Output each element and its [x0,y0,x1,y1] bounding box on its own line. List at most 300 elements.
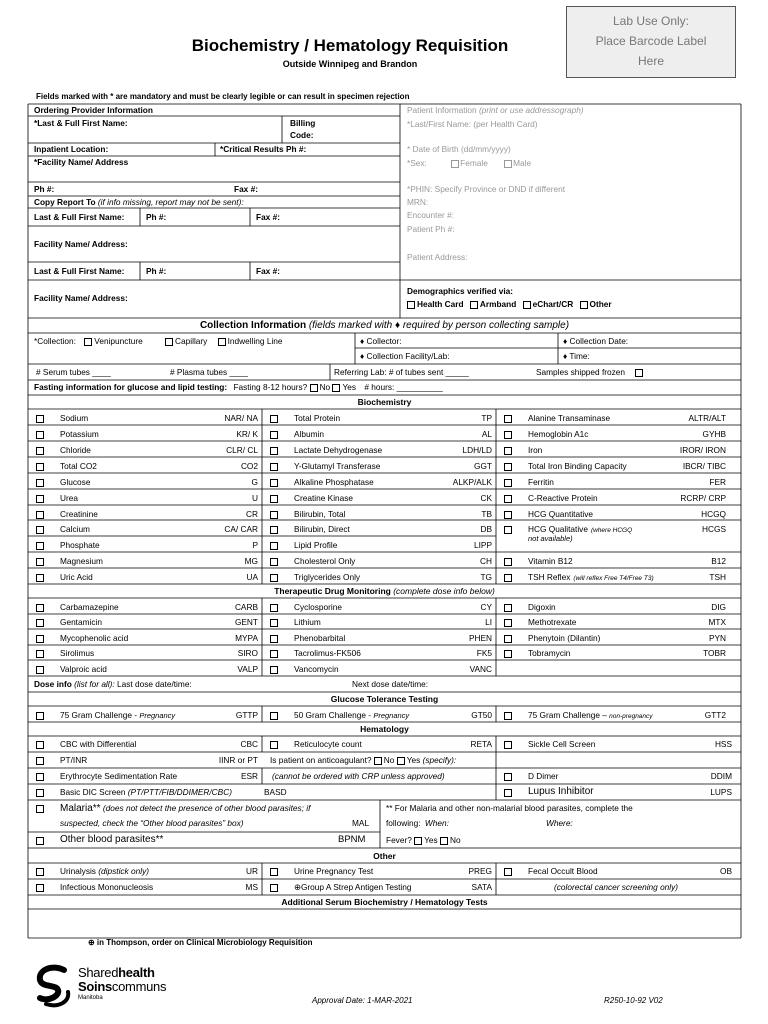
gtt-test-code: GTT2 [704,710,726,720]
dic-checkbox[interactable] [36,789,44,797]
bio-row [28,491,741,506]
lab-barcode-label: Place Barcode Label [595,34,707,48]
bio-test-code: HCGQ [701,509,726,519]
bio-row [28,427,741,442]
health-card-label: Health Card [417,299,464,309]
fever-label: Fever? [386,835,412,845]
ddimer-checkbox[interactable] [504,773,512,781]
bio-checkbox[interactable] [270,479,278,487]
tdm-test-label: Phenobarbital [294,633,346,643]
bio-test-label: Iron [528,445,543,455]
tdm-checkbox[interactable] [36,619,44,627]
dose-label: Dose info [34,679,72,689]
fob-checkbox[interactable] [504,868,512,876]
malaria-code: MAL [352,818,370,828]
test-note: (where HCGQ [590,527,633,534]
bio-checkbox[interactable] [270,431,278,439]
bio-checkbox[interactable] [36,415,44,423]
malaria-label: Malaria** [60,803,101,814]
echart-checkbox[interactable] [523,301,531,309]
bio-test-label: Sodium [60,413,89,423]
where-field[interactable]: Where: [546,818,573,828]
malaria-checkbox[interactable] [36,805,44,813]
lupus-label: Lupus Inhibitor [528,786,594,797]
bio-test-code: CR [246,509,258,519]
dic-label: Basic DIC Screen [60,787,126,797]
tdm-test-label: Carbamazepine [60,602,119,612]
bio-checkbox[interactable] [36,558,44,566]
tdm-checkbox[interactable] [36,604,44,612]
esr-label: Erythrocyte Sedimentation Rate [60,771,178,781]
shared-health-mark-icon [34,964,74,1008]
gtt-test-label [294,710,409,720]
copy2-name-field[interactable]: Last & Full First Name: [34,266,125,276]
bio-checkbox[interactable] [504,558,512,566]
tdm-test-label: Mycophenolic acid [60,633,129,643]
bio-checkbox[interactable] [504,574,512,582]
provider-name-field[interactable]: *Last & Full First Name: [34,118,128,128]
gtt-test-qualifier: Pregnancy [139,711,176,720]
tdm-row [28,662,741,677]
bio-test-label: Uric Acid [60,572,93,582]
tdm-test-label: Sirolimus [60,648,95,658]
bio-test-code: RCRP/ CRP [680,493,726,503]
fever-no-label: No [450,835,461,845]
bio-test-code: B12 [711,556,726,566]
bio-row [28,411,741,426]
bio-test-label: Alanine Transaminase [528,413,611,423]
gtt-checkbox[interactable] [270,712,278,720]
fob-label: Fecal Occult Blood [528,866,598,876]
bio-test-label: Lipid Profile [294,540,338,550]
venipuncture-checkbox[interactable] [84,338,92,346]
bio-test-label: Glucose [60,477,91,487]
tdm-checkbox[interactable] [504,635,512,643]
logo-communs: communs [111,979,167,994]
following-label: following: [386,818,421,828]
tdm-test-code: MTX [708,617,726,627]
provider-phone-field[interactable]: Ph #: [34,184,55,194]
frozen-checkbox[interactable] [635,369,643,377]
bio-test-label: Urea [60,493,78,503]
esr-checkbox[interactable] [36,773,44,781]
tdm-heading-note: (complete dose info below) [393,586,495,596]
critical-results-field[interactable]: *Critical Results Ph #: [220,144,307,154]
tdm-test-code: SIRO [237,648,258,658]
cbc-code: CBC [240,739,258,749]
tdm-test-code: PHEN [468,633,492,643]
lab-use-label: Lab Use Only: [612,14,690,28]
bio-checkbox[interactable] [36,542,44,550]
tdm-test-code: FK5 [476,648,492,658]
bio-test-code: TB [481,509,492,519]
bio-checkbox[interactable] [504,479,512,487]
tdm-test-label: Vancomycin [294,664,339,674]
bio-test-label: Ferritin [528,477,554,487]
fob-note: (colorectal cancer screening only) [554,882,679,892]
bio-test-label: Alkaline Phosphatase [294,477,374,487]
dic-code: BASD [264,787,287,797]
tdm-checkbox[interactable] [504,650,512,658]
bio-checkbox[interactable] [36,431,44,439]
tdm-test-label: Tobramycin [528,648,571,658]
urinalysis-checkbox[interactable] [36,868,44,876]
malaria-right-note: ** For Malaria and other non-malarial blood parasites, complete the [386,803,633,813]
tdm-test-label: Methotrexate [528,617,577,627]
bio-row [28,459,741,474]
bio-test-code: ALKP/ALK [452,477,492,487]
parasites-checkbox[interactable] [36,837,44,845]
anticoag-label: Is patient on anticoagulant? [270,755,372,765]
bio-test-label: Total CO2 [60,461,97,471]
anticoag-yes-label: Yes [406,755,421,765]
bio-checkbox[interactable] [270,542,278,550]
fasting-no-checkbox[interactable] [310,384,318,392]
bio-checkbox[interactable] [504,447,512,455]
logo-line-2 [78,980,166,994]
shared-health-logo [34,962,184,1010]
tdm-row [28,615,741,630]
bio-test-code: CA/ CAR [224,524,258,534]
bio-row [28,475,741,490]
facility-address-field[interactable]: *Facility Name/ Address [34,157,129,167]
bio-checkbox[interactable] [270,558,278,566]
tdm-test-code: CARB [234,602,258,612]
bio-test-code: HCGS [702,524,726,534]
dob-field[interactable]: * Date of Birth (dd/mm/yyyy) [407,144,511,154]
tdm-test-label: Gentamicin [60,617,102,627]
tdm-test-code: VANC [469,664,492,674]
next-dose-field[interactable]: Next dose date/time: [352,679,429,689]
patient-address-field[interactable]: Patient Address: [407,252,468,262]
urinalysis-code: UR [246,866,258,876]
encounter-field[interactable]: Encounter #: [407,210,455,220]
echart-label: eChart/CR [532,299,574,309]
bio-checkbox[interactable] [36,526,44,534]
fever-yes-checkbox[interactable] [414,837,422,845]
test-note-2: not available) [528,534,573,543]
bio-test-code: GYHB [702,429,726,439]
bio-checkbox[interactable] [270,574,278,582]
bio-test-label: Hemoglobin A1c [528,429,589,439]
pregnancy-code: PREG [468,866,492,876]
tdm-checkbox[interactable] [504,604,512,612]
logo-line-1 [78,966,155,980]
bio-test-label: HCG Qualitative (where HCGQ not available) [528,524,633,543]
tdm-checkbox[interactable] [270,635,278,643]
bio-test-label: Magnesium [60,556,103,566]
bio-checkbox[interactable] [270,526,278,534]
tdm-checkbox[interactable] [270,604,278,612]
indwelling-label: Indwelling Line [227,336,283,346]
bio-test-label: TSH Reflex (will reflex Free T4/Free T3) [528,572,654,582]
bio-test-code: LIPP [474,540,492,550]
tdm-checkbox[interactable] [36,650,44,658]
bio-test-label: Albumin [294,429,324,439]
bio-test-label: Vitamin B12 [528,556,573,566]
collection-time-field[interactable]: ♦ Time: [563,351,590,361]
phin-field[interactable]: *PHIN: Specify Province or DND if different [407,184,566,194]
bio-checkbox[interactable] [36,463,44,471]
anticoag-no-checkbox[interactable] [374,757,382,765]
other-demo-checkbox[interactable] [580,301,588,309]
tdm-checkbox[interactable] [270,650,278,658]
pt-code: IINR or PT [218,755,258,765]
tdm-test-code: LI [485,617,492,627]
retic-checkbox[interactable] [270,741,278,749]
anticoag-yes-checkbox[interactable] [397,757,405,765]
bio-checkbox[interactable] [504,415,512,423]
tdm-heading-row [28,585,741,598]
malaria-row [28,801,741,832]
bio-test-label: C-Reactive Protein [528,493,598,503]
bio-checkbox[interactable] [270,495,278,503]
page-subtitle: Outside Winnipeg and Brandon [282,59,418,69]
copy-facility-field[interactable]: Facility Name/ Address: [34,239,128,249]
bio-test-label: Lactate Dehydrogenase [294,445,383,455]
hematology-row-2 [28,753,741,768]
copy-fax-field[interactable]: Fax #: [256,212,280,222]
gtt-checkbox[interactable] [36,712,44,720]
bio-test-label: HCG Quantitative [528,509,594,519]
capillary-checkbox[interactable] [165,338,173,346]
pt-checkbox[interactable] [36,757,44,765]
bio-test-label: Potassium [60,429,99,439]
tdm-test-label: Lithium [294,617,321,627]
tdm-checkbox[interactable] [270,619,278,627]
fasting-yes-checkbox[interactable] [332,384,340,392]
bio-checkbox[interactable] [270,511,278,519]
gtt-test-name: 50 Gram Challenge - [294,710,374,720]
female-label: Female [460,158,488,168]
tdm-checkbox[interactable] [270,666,278,674]
patient-phone-field[interactable]: Patient Ph #: [407,224,455,234]
bio-row [28,443,741,458]
billing-code-field[interactable]: Code: [290,130,314,140]
tdm-checkbox[interactable] [36,666,44,674]
bio-checkbox[interactable] [504,463,512,471]
page-title: Biochemistry / Hematology Requisition [191,36,509,55]
fasting-no-label: No [319,382,331,392]
bio-test-code: KR/ K [236,429,258,439]
cbc-checkbox[interactable] [36,741,44,749]
billing-label: Billing [290,118,316,128]
strep-checkbox[interactable] [270,884,278,892]
bio-test-label: Cholesterol Only [294,556,356,566]
tdm-test-code: MYPA [235,633,258,643]
bio-checkbox[interactable] [36,574,44,582]
cbc-label: CBC with Differential [60,739,137,749]
bio-checkbox[interactable] [36,447,44,455]
female-checkbox[interactable] [451,160,459,168]
collection-heading: Collection Information [199,320,307,331]
retic-label: Reticulocyte count [294,739,362,749]
gtt-checkbox[interactable] [504,712,512,720]
anticoag-specify: (specify): [422,755,457,765]
collector-field[interactable]: ♦ Collector: [360,336,402,346]
demographics-options [407,299,612,310]
bio-test-code: TP [481,413,492,423]
bio-test-label: Creatinine [60,509,98,519]
hematology-row-3 [28,769,741,784]
bio-row [28,507,741,522]
hematology-heading: Hematology [360,724,409,734]
bio-test-code: MG [244,556,258,566]
pt-label: PT/INR [60,755,88,765]
copy2-phone-field[interactable]: Ph #: [146,266,167,276]
fasting-hours-label: Fasting 8-12 hours? [233,382,308,392]
anticoag-row [270,755,456,765]
bio-test-label: Y-Glutamyl Transferase [294,461,381,471]
tdm-test-code: VALP [237,664,258,674]
biochemistry-heading: Biochemistry [357,397,412,407]
bio-checkbox[interactable] [36,495,44,503]
urinalysis-label: Urinalysis [60,866,96,876]
tdm-heading: Therapeutic Drug Monitoring [274,586,391,596]
tdm-test-code: CY [480,602,492,612]
patient-name-field[interactable]: *Last/First Name: (per Health Card) [407,119,538,129]
bio-test-label: Total Protein [294,413,341,423]
gtt-test-code: GTTP [235,710,258,720]
bio-test-code: IBCR/ TIBC [682,461,726,471]
parasites-row [28,833,741,848]
sickle-checkbox[interactable] [504,741,512,749]
tdm-test-code: TOBR [703,648,726,658]
other-row-1 [28,864,741,879]
lupus-checkbox[interactable] [504,789,512,797]
tdm-row [28,600,741,615]
dose-note: (list for all): [74,679,115,689]
malaria-note: (does not detect the presence of other blood parasites; if [102,803,311,813]
tdm-checkbox[interactable] [504,619,512,627]
bio-checkbox[interactable] [36,511,44,519]
thompson-note: ⊕ in Thompson, order on Clinical Microbiology Requisition [88,938,313,947]
tdm-checkbox[interactable] [36,635,44,643]
fever-no-checkbox[interactable] [440,837,448,845]
mrn-field[interactable]: MRN: [407,197,429,207]
bio-test-code: AL [481,429,492,439]
gtt-test-qualifier: Pregnancy [373,711,410,720]
patient-heading: Patient Information [407,105,477,115]
strep-code: SATA [471,882,492,892]
bio-checkbox[interactable] [504,431,512,439]
bio-test-code: DB [480,524,492,534]
collection-heading-row [28,319,741,332]
when-field[interactable]: When: [424,818,449,828]
armband-label: Armband [479,299,517,309]
ddimer-code: DDIM [710,771,732,781]
bio-row [28,570,741,585]
referring-lab-field[interactable]: Referring Lab: # of tubes sent _____ [334,367,469,377]
hematology-row-4 [28,785,741,800]
fasting-yes-label: Yes [342,382,357,392]
bio-test-label: Creatine Kinase [294,493,354,503]
parasites-label: Other blood parasites** [60,834,164,845]
indwelling-checkbox[interactable] [218,338,226,346]
additional-tests-field[interactable] [28,909,741,938]
bio-checkbox[interactable] [504,495,512,503]
other-demo-label: Other [589,299,612,309]
lab-use-barcode-box [566,6,736,78]
male-checkbox[interactable] [504,160,512,168]
malaria-note-2: suspected, check the “Other blood parasites” box) [60,818,244,828]
lab-here-label: Here [637,54,664,68]
collection-date-field[interactable]: ♦ Collection Date: [563,336,629,346]
logo-health: health [118,965,155,980]
fasting-label: Fasting information for glucose and lipid testing: [34,382,228,392]
fever-yes-label: Yes [424,835,438,845]
bio-test-code: CO2 [240,461,258,471]
bio-checkbox[interactable] [36,479,44,487]
other-row-2 [28,880,741,895]
bio-test-code: CLR/ CL [226,445,258,455]
bio-checkbox[interactable] [270,447,278,455]
collection-label: *Collection: [34,336,76,346]
tdm-test-code: DIG [711,602,726,612]
hematology-row-1 [28,737,741,752]
bio-row [28,538,741,553]
gtt-test-name: 75 Gram Challenge – [528,710,610,720]
bio-test-code: U [252,493,258,503]
bio-test-label: Calcium [60,524,90,534]
parasites-code: BPNM [338,834,366,845]
provider-fax-field[interactable]: Fax #: [234,184,258,194]
serum-tubes-field[interactable]: # Serum tubes ____ [36,367,111,377]
bio-test-code: UA [246,572,258,582]
mono-checkbox[interactable] [36,884,44,892]
bio-test-label: Triglycerides Only [294,572,361,582]
last-dose-field[interactable]: Last dose date/time: [117,679,192,689]
ddimer-label: D Dimer [528,771,559,781]
mono-label: Infectious Mononucleosis [60,882,154,892]
plasma-tubes-field[interactable]: # Plasma tubes ____ [170,367,248,377]
copy-report-heading: Copy Report To [34,197,96,207]
copy2-fax-field[interactable]: Fax #: [256,266,280,276]
venipuncture-label: Venipuncture [94,336,143,346]
health-card-checkbox[interactable] [407,301,415,309]
bio-test-code: P [252,540,258,550]
collection-facility-field[interactable]: ♦ Collection Facility/Lab: [360,351,450,361]
bio-test-label: Bilirubin, Direct [294,524,350,534]
esr-note: (cannot be ordered with CRP unless approved) [272,771,445,781]
bio-test-code: IROR/ IRON [679,445,726,455]
other-heading: Other [373,851,396,861]
pregnancy-checkbox[interactable] [270,868,278,876]
bio-test-code: GGT [474,461,492,471]
approval-date: Approval Date: 1-MAR-2021 [312,996,413,1005]
copy-phone-field[interactable]: Ph #: [146,212,167,222]
bio-test-label: Chloride [60,445,91,455]
inpatient-location-field[interactable]: Inpatient Location: [34,144,109,154]
bio-checkbox[interactable] [504,511,512,519]
hours-field[interactable]: # hours: __________ [364,382,443,392]
provider-heading: Ordering Provider Information [34,105,153,115]
logo-soins: Soins [78,979,112,994]
armband-checkbox[interactable] [470,301,478,309]
bio-checkbox[interactable] [504,526,512,534]
copy2-facility-field[interactable]: Facility Name/ Address: [34,293,128,303]
gtt-test-name: 75 Gram Challenge - [60,710,140,720]
bio-checkbox[interactable] [270,463,278,471]
dic-note: (PT/PTT/FIB/DDIMER/CBC) [127,787,232,797]
gtt-test-qualifier: non-pregnancy [609,713,653,720]
copy-report-note: (if info missing, report may not be sent): [97,197,244,207]
patient-heading-note: (print or use addressograph) [478,105,584,115]
mono-code: MS [245,882,258,892]
strep-label: ⊕Group A Strep Antigen Testing [294,882,412,892]
copy-name-field[interactable]: Last & Full First Name: [34,212,125,222]
bio-checkbox[interactable] [270,415,278,423]
